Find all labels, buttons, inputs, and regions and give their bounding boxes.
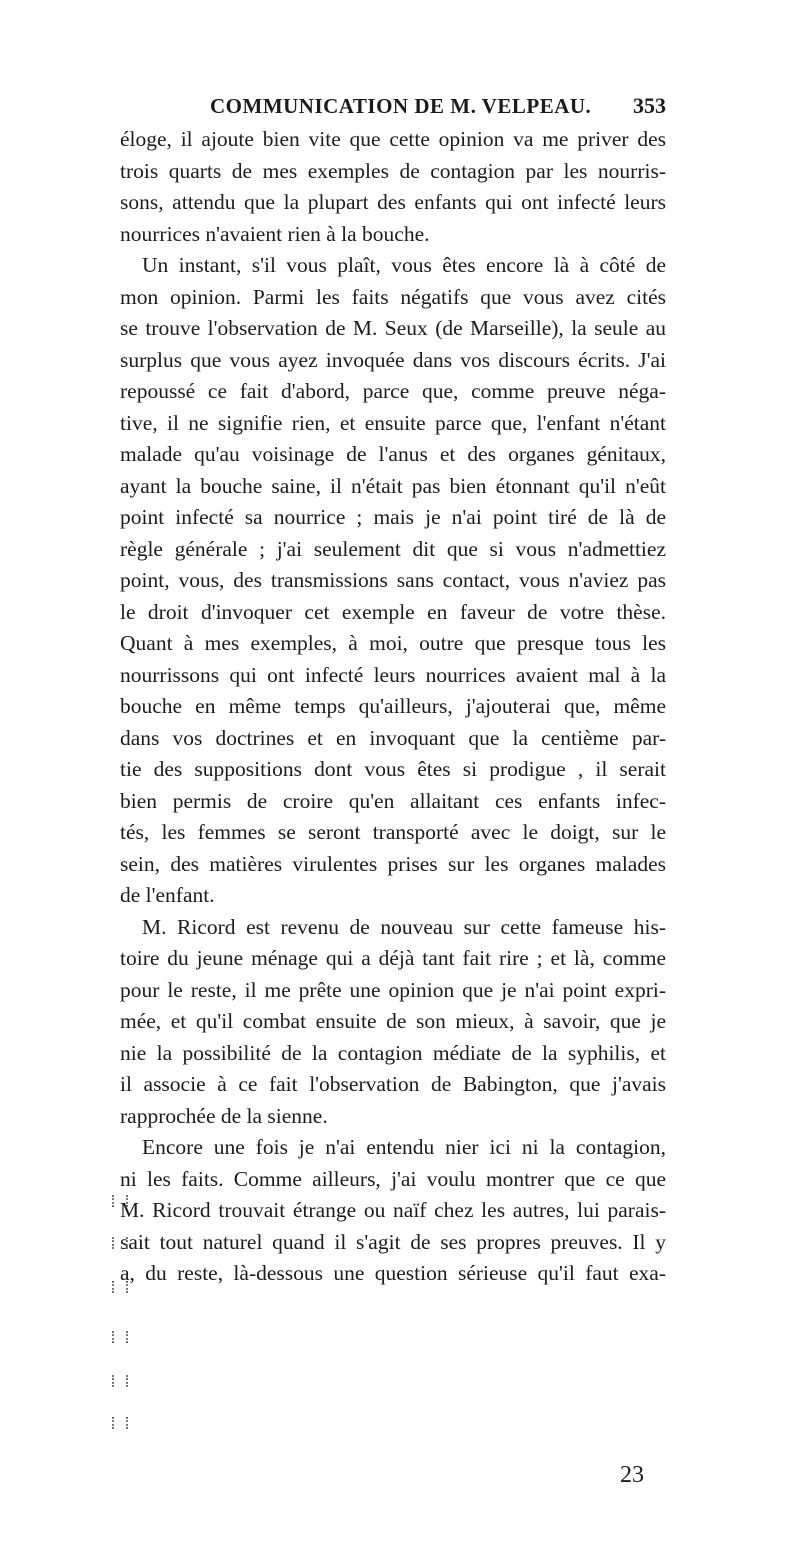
text-line: bien permis de croire qu'en allaitant ces enfants infec-	[120, 788, 666, 813]
text-line: nourrissons qui ont infecté leurs nourrices avaient mal à la	[120, 662, 666, 687]
text-line: se trouve l'observation de M. Seux (de Marseille), la seule au	[120, 316, 666, 340]
running-title: COMMUNICATION DE M. VELPEAU.	[210, 94, 592, 118]
text-line: toire du jeune ménage qui a déjà tant fait rire ; et là, comme	[120, 946, 666, 970]
text-line: trois quarts de mes exemples de contagion par les nourris-	[120, 158, 666, 183]
binding-margin-marks	[112, 1195, 126, 1435]
binding-mark	[112, 1237, 128, 1249]
text-line: tive, il ne signifie rien, et ensuite parce que, l'enfant n'étant	[120, 410, 666, 435]
text-line: règle générale ; j'ai seulement dit que si vous n'admettiez	[120, 536, 666, 561]
running-head	[120, 88, 666, 124]
text-line: Un instant, s'il vous plaît, vous êtes encore là à côté de	[142, 253, 666, 277]
text-line: a, du reste, là-dessous une question sérieuse qu'il faut exa-	[120, 1261, 666, 1285]
text-line: de l'enfant.	[120, 883, 215, 907]
text-line: nourrices n'avaient rien à la bouche.	[120, 221, 430, 246]
text-line: mée, et qu'il combat ensuite de son mieux, à savoir, que je	[120, 1009, 666, 1033]
body-text	[120, 124, 666, 1290]
text-line: bouche en même temps qu'ailleurs, j'ajouterai que, même	[120, 694, 666, 718]
text-line: repoussé ce fait d'abord, parce que, comme preuve néga-	[120, 379, 666, 403]
text-line: éloge, il ajoute bien vite que cette opinion va me priver des	[120, 127, 666, 151]
binding-mark	[112, 1281, 128, 1293]
page-number: 353	[633, 93, 666, 118]
text-line: tie des suppositions dont vous êtes si prodigue , il serait	[120, 757, 666, 781]
text-line: point infecté sa nourrice ; mais je n'ai point tiré de là de	[120, 505, 666, 529]
text-line: tés, les femmes se seront transporté avec le doigt, sur le	[120, 820, 666, 844]
text-line: surplus que vous ayez invoquée dans vos discours écrits. J'ai	[120, 347, 666, 372]
text-line: sein, des matières virulentes prises sur les organes malades	[120, 851, 666, 876]
signature-mark: 23	[620, 1462, 644, 1488]
text-line: il associe à ce fait l'observation de Babington, que j'avais	[120, 1072, 666, 1096]
text-line: M. Ricord est revenu de nouveau sur cette fameuse his-	[142, 914, 666, 939]
text-line: rapprochée de la sienne.	[120, 1103, 328, 1128]
text-line: malade qu'au voisinage de l'anus et des organes génitaux,	[120, 442, 666, 466]
binding-mark	[112, 1195, 128, 1207]
text-line: le droit d'invoquer cet exemple en faveur de votre thèse.	[120, 599, 666, 624]
text-line: ni les faits. Comme ailleurs, j'ai voulu montrer que ce que	[120, 1166, 666, 1191]
text-line: point, vous, des transmissions sans contact, vous n'aviez pas	[120, 568, 666, 592]
text-line: Quant à mes exemples, à moi, outre que presque tous les	[120, 631, 666, 655]
text-line: sons, attendu que la plupart des enfants qui ont infecté leurs	[120, 190, 666, 214]
text-line: pour le reste, il me prête une opinion que je n'ai point expri-	[120, 977, 666, 1002]
text-line: sait tout naturel quand il s'agit de ses propres preuves. Il y	[120, 1229, 666, 1254]
text-line: M. Ricord trouvait étrange ou naïf chez les autres, lui parais-	[120, 1198, 666, 1222]
text-line: dans vos doctrines et en invoquant que la centième par-	[120, 725, 666, 750]
binding-mark	[112, 1375, 128, 1387]
text-line: mon opinion. Parmi les faits négatifs que vous avez cités	[120, 284, 666, 309]
text-line: Encore une fois je n'ai entendu nier ici ni la contagion,	[142, 1135, 666, 1159]
binding-mark	[112, 1331, 128, 1343]
binding-mark	[112, 1417, 128, 1429]
text-line: nie la possibilité de la contagion médiate de la syphilis, et	[120, 1040, 666, 1065]
text-line: ayant la bouche saine, il n'était pas bien étonnant qu'il n'eût	[120, 473, 666, 498]
